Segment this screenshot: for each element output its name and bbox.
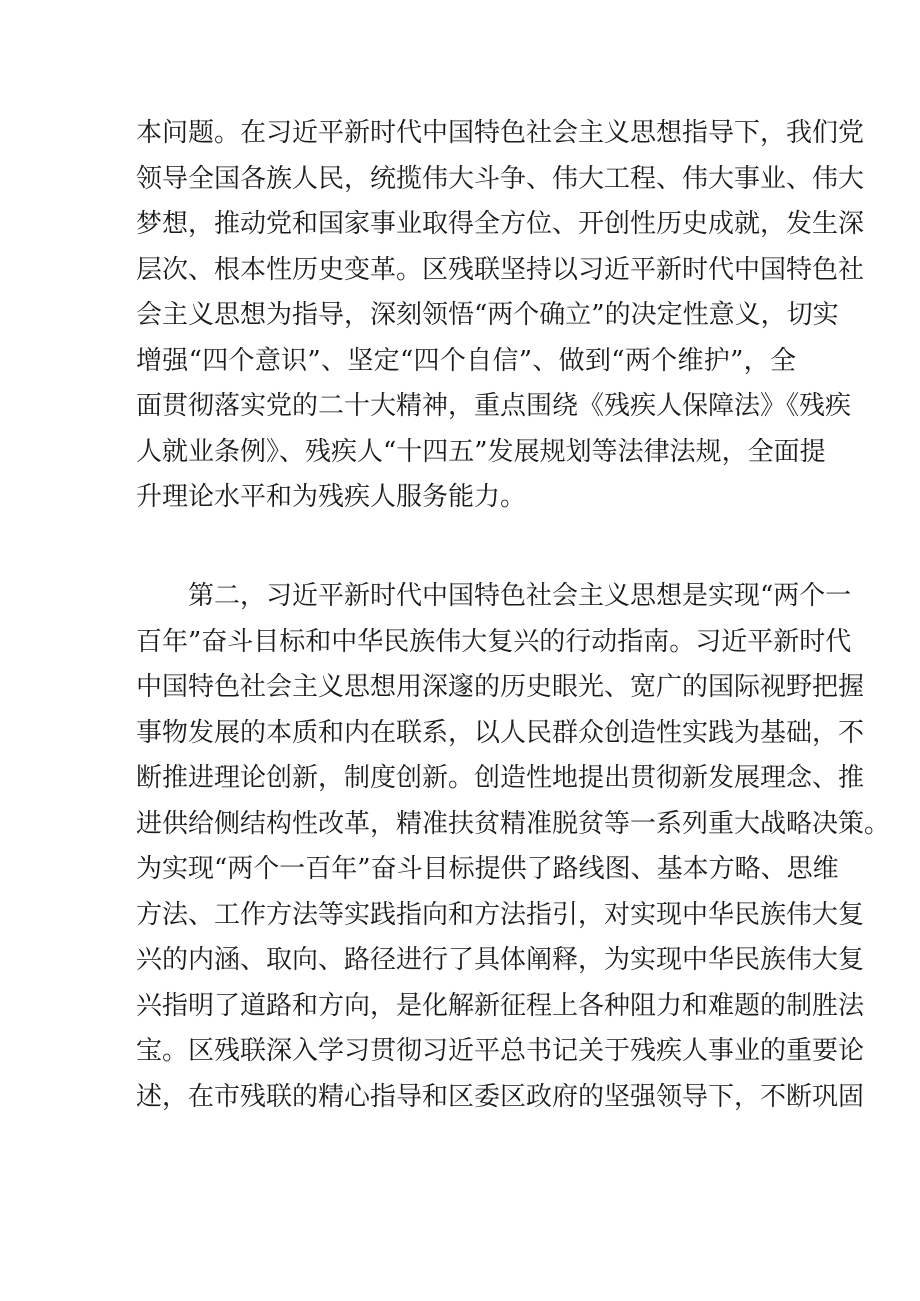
paragraph-line: 断推进理论创新，制度创新。创造性地提出贯彻新发展理念、推 <box>136 763 865 793</box>
paragraph-line: 本问题。在习近平新时代中国特色社会主义思想指导下，我们党 <box>136 118 865 148</box>
paragraph-line: 增强“四个意识”、坚定“四个自信”、做到“两个维护”，全 <box>136 345 796 376</box>
paragraph-line: 事物发展的本质和内在联系，以人民群众创造性实践为基础，不 <box>136 717 865 748</box>
paragraph-line: 兴指明了道路和方向，是化解新征程上各种阻力和难题的制胜法 <box>136 990 865 1021</box>
paragraph-line: 层次、根本性历史变革。区残联坚持以习近平新时代中国特色社 <box>136 254 865 285</box>
paragraph-line: 述，在市残联的精心指导和区委区政府的坚强领导下，不断巩固 <box>136 1081 865 1112</box>
paragraph-line: 梦想，推动党和国家事业取得全方位、开创性历史成就，发生深 <box>136 209 865 239</box>
paragraph-line: 宝。区残联深入学习贯彻习近平总书记关于残疾人事业的重要论 <box>136 1036 865 1066</box>
paragraph-line: 领导全国各族人民，统揽伟大斗争、伟大工程、伟大事业、伟大 <box>136 163 865 194</box>
paragraph-line: 中国特色社会主义思想用深邃的历史眼光、宽广的国际视野把握 <box>136 672 865 702</box>
paragraph-line: 方法、工作方法等实践指向和方法指引，对实现中华民族伟大复 <box>136 899 865 930</box>
paragraph-1 <box>136 111 865 521</box>
paragraph-line: 升理论水平和为残疾人服务能力。 <box>136 482 527 512</box>
paragraph-2 <box>136 574 891 1120</box>
paragraph-line: 会主义思想为指导，深刻领悟“两个确立”的决定性意义，切实 <box>136 300 839 330</box>
paragraph-line: 人就业条例》、残疾人“十四五”发展规划等法律法规，全面提 <box>136 436 826 467</box>
paragraph-line: 为实现“两个一百年”奋斗目标提供了路线图、基本方略、思维 <box>136 854 839 884</box>
paragraph-line: 进供给侧结构性改革，精准扶贫精准脱贫等一系列重大战略决策。 <box>136 808 891 839</box>
paragraph-line: 第二，习近平新时代中国特色社会主义思想是实现“两个一 <box>136 581 852 611</box>
paragraph-line: 百年”奋斗目标和中华民族伟大复兴的行动指南。习近平新时代 <box>136 626 852 657</box>
paragraph-line: 兴的内涵、取向、路径进行了具体阐释，为实现中华民族伟大复 <box>136 945 865 975</box>
paragraph-line: 面贯彻落实党的二十大精神，重点围绕《残疾人保障法》《残疾 <box>136 391 852 421</box>
